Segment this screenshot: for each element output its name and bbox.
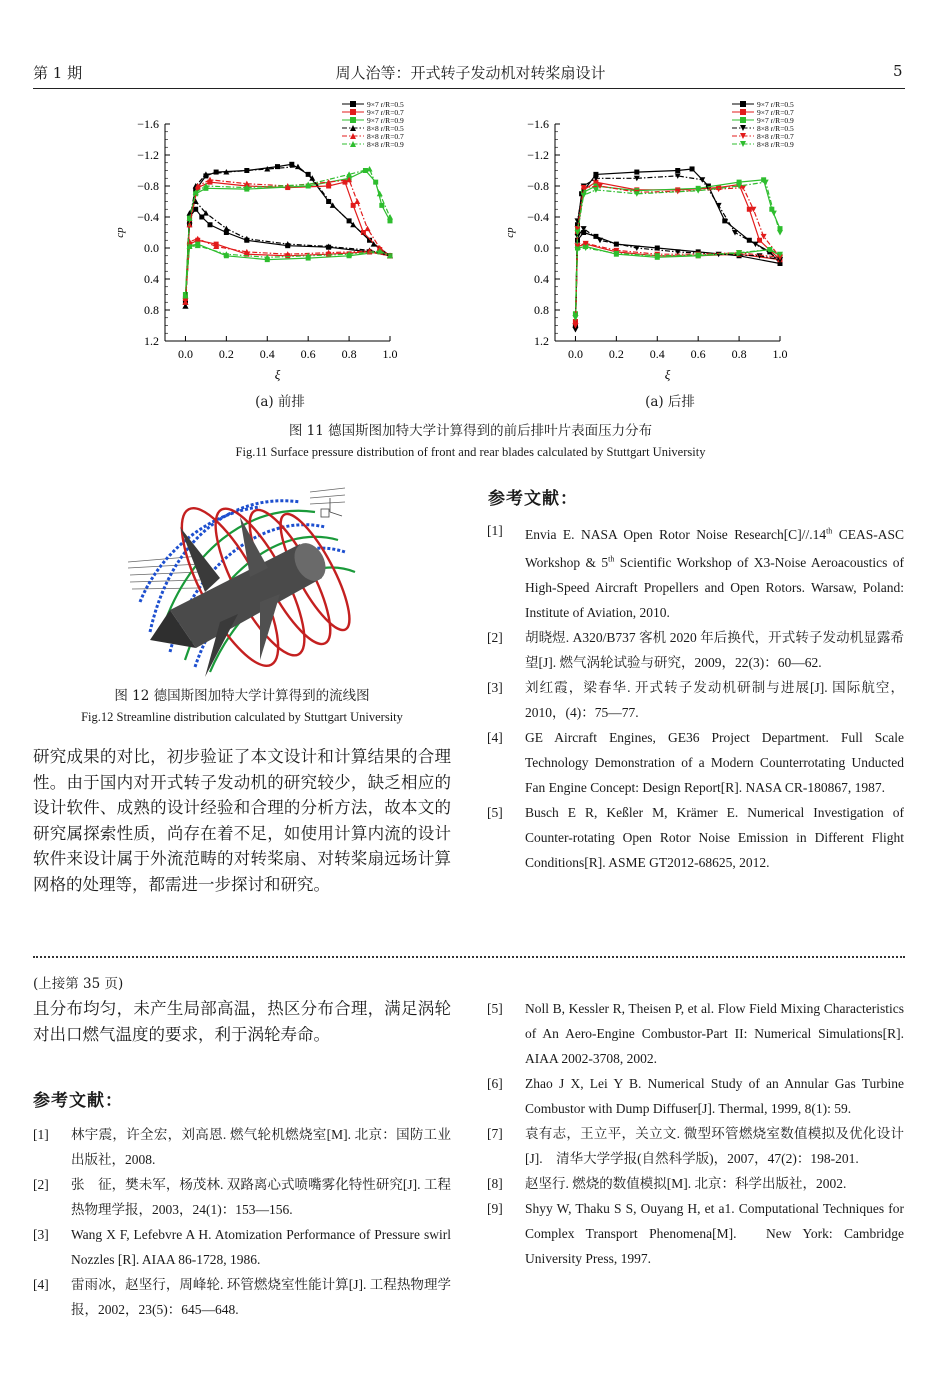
legend-marker	[350, 109, 356, 115]
reference-item: [4] GE Aircraft Engines, GE36 Project Department. Full Scale Technology Demonstration of a Modern Counterrotating Unducted Fan Engine Concept: Design Report[R]. NASA CR-180867, 1987.	[487, 730, 904, 795]
fig12-caption-cn: 图 12 德国斯图加特大学计算得到的流线图	[114, 688, 370, 704]
legend-label: 9×7 r/R=0.7	[367, 108, 404, 117]
data-point	[722, 218, 727, 223]
reference-item: [7] 袁有志，王立平，关立文. 微型环管燃烧室数值模拟及优化设计[J]. 清华大学学报(自然科学版)，2007，47(2)：198-201.	[487, 1126, 904, 1166]
data-point	[777, 230, 783, 236]
series-line	[576, 248, 781, 318]
y-tick-label: 1.2	[144, 334, 159, 348]
references-heading-bottom: 参考文献：	[33, 1091, 123, 1111]
references-list-bottom-right	[487, 996, 904, 1271]
series-line	[186, 240, 391, 298]
data-point	[716, 203, 722, 209]
y-tick-label: −1.6	[527, 117, 549, 131]
x-tick-label: 0.4	[259, 347, 275, 361]
legend-label: 8×8 r/R=0.7	[757, 132, 794, 141]
data-point	[771, 211, 777, 217]
legend-label: 8×8 r/R=0.5	[367, 124, 404, 133]
x-axis-label: ξ	[274, 367, 281, 382]
fig11b-caption: (a) 后排	[645, 394, 695, 410]
reference-item: [5] Busch E R, Keßler M, Krämer E. Numerical Investigation of Counter-rotating Open Rotor Noise Emission in Different Flight Conditions[R]. ASME GT2012-68625, 2012.	[487, 805, 904, 870]
y-tick-label: −1.6	[137, 117, 159, 131]
y-tick-label: −0.4	[137, 210, 159, 224]
data-point	[365, 226, 371, 232]
reference-item: [2] 张 征，樊未军，杨茂林. 双路离心式喷嘴雾化特性研究[J]. 工程热物理学报，2003，24(1)：153—156.	[33, 1177, 451, 1217]
y-tick-label: −0.4	[527, 210, 549, 224]
legend-label: 9×7 r/R=0.7	[757, 108, 794, 117]
x-tick-label: 0.6	[690, 347, 706, 361]
y-tick-label: 0.0	[144, 241, 159, 255]
x-axis-label: ξ	[664, 367, 671, 382]
y-tick-label: 0.8	[144, 303, 159, 317]
legend-marker	[350, 117, 356, 123]
legend-label: 9×7 r/R=0.5	[757, 100, 794, 109]
data-point	[208, 222, 213, 227]
x-tick-label: 0.6	[300, 347, 316, 361]
section-divider	[33, 956, 905, 958]
reference-item: [1] Envia E. NASA Open Rotor Noise Research[C]//.14th CEAS-ASC Workshop & 5th Scientific Workshop of X3-Noise Aeroacoustics of High-Speed Aircraft Propellers and Open Rotors. Warsaw, Poland: Institute of Aviation, 2010.	[487, 523, 905, 620]
y-axis-label: cp	[114, 227, 126, 238]
fig11-caption-en: Fig.11 Surface pressure distribution of front and rear blades calculated by Stuttgart University	[235, 445, 706, 459]
reference-item: [2] 胡晓煜. A320/B737 客机 2020 年后换代，开式转子发动机显露希望[J]. 燃气涡轮试验与研究，2009，22(3)：60—62.	[487, 630, 904, 670]
reference-item: [6] Zhao J X, Lei Y B. Numerical Study of an Annular Gas Turbine Combustor with Dump Diffuser[J]. Thermal, 1999, 8(1): 59.	[487, 1076, 904, 1116]
y-tick-label: −1.2	[137, 148, 159, 162]
series-line	[576, 229, 781, 330]
continuation-paragraph: 且分布均匀，未产生局部高温，热区分布合理，满足涡轮对出口燃气温度的要求，利于涡轮寿命。	[33, 999, 451, 1044]
fig11-caption-cn: 图 11 德国斯图加特大学计算得到的前后排叶片表面压力分布	[288, 423, 653, 439]
reference-item: [8] 赵坚行. 燃烧的数值模拟[M]. 北京：科学出版社，2002.	[487, 1176, 847, 1191]
legend-label: 9×7 r/R=0.9	[757, 116, 794, 125]
legend-marker	[740, 109, 746, 115]
legend-label: 8×8 r/R=0.9	[367, 140, 404, 149]
reference-item: [5] Noll B, Kessler R, Theisen P, et al. Flow Field Mixing Characteristics of An Aero-Engine Combustor-Part II: Numerical Simulations[R]. AIAA 2002-3708, 2002.	[487, 1001, 904, 1066]
data-point	[695, 188, 701, 194]
series-line	[186, 182, 391, 298]
data-point	[634, 170, 639, 175]
y-axis-label: cp	[504, 227, 516, 238]
header-rule	[33, 88, 905, 89]
reference-item: [9] Shyy W, Thaku S S, Ouyang H, et a1. Computational Techniques for Complex Transport Phenomena[M]. New York: Cambridge University Press, 1997.	[487, 1201, 904, 1266]
y-tick-label: 0.8	[534, 303, 549, 317]
data-point	[289, 162, 294, 167]
y-tick-label: −0.8	[527, 179, 549, 193]
x-tick-label: 0.4	[649, 347, 665, 361]
y-tick-label: −0.8	[137, 179, 159, 193]
series-line	[576, 247, 781, 314]
reference-item: [3] 刘红霞，梁春华. 开式转子发动机研制与进展[J]. 国际航空，2010，(4)：75—77.	[487, 680, 904, 720]
rotor-hub	[150, 517, 332, 677]
legend-label: 8×8 r/R=0.7	[367, 132, 404, 141]
legend-label: 8×8 r/R=0.9	[757, 140, 794, 149]
chart-rear-row	[490, 96, 830, 392]
issue-number: 第 1 期	[33, 64, 83, 82]
conclusion-paragraph: 研究成果的对比，初步验证了本文设计和计算结果的合理性。由于国内对开式转子发动机的研究较少，缺乏相应的设计软件、成熟的设计经验和合理的分析方法，故本文的研究属探索性质，尚存在着不足，如使用计算内流的设计软件来设计属于外流范畴的对转桨扇、对转桨扇远场计算网格的处理等，都需进一步探讨和研究。	[33, 747, 451, 894]
references-list-bottom-left	[33, 1122, 451, 1322]
running-title: 周人治等：开式转子发动机对转桨扇设计	[335, 64, 606, 82]
x-tick-label: 0.2	[218, 347, 234, 361]
reference-item: [3] Wang X F, Lefebvre A H. Atomization Performance of Pressure swirl Nozzles [R]. AIAA 86-1728, 1986.	[33, 1227, 451, 1267]
references-list-top	[487, 518, 904, 875]
reference-item: [1] 林宇震，许全宏，刘高恩. 燃气轮机燃烧室[M]. 北京：国防工业出版社，2008.	[33, 1127, 451, 1167]
x-tick-label: 0.8	[341, 347, 357, 361]
y-tick-label: 0.0	[534, 241, 549, 255]
axis-triad	[321, 498, 342, 517]
legend-label: 8×8 r/R=0.5	[757, 124, 794, 133]
legend-label: 9×7 r/R=0.5	[367, 100, 404, 109]
fig12-caption-en: Fig.12 Streamline distribution calculated by Stuttgart University	[81, 710, 403, 724]
data-point	[275, 164, 280, 169]
legend-marker	[740, 101, 746, 107]
data-point	[354, 199, 360, 205]
data-point	[675, 168, 680, 173]
x-tick-label: 0.2	[608, 347, 624, 361]
references-heading-top: 参考文献：	[488, 489, 578, 509]
data-point	[597, 238, 603, 244]
data-point	[193, 207, 198, 212]
series-line	[186, 180, 391, 302]
legend-label: 9×7 r/R=0.9	[367, 116, 404, 125]
y-tick-label: 1.2	[534, 334, 549, 348]
x-tick-label: 0.0	[567, 347, 583, 361]
chart-front-row	[100, 96, 440, 392]
continuation-note: (上接第 35 页)	[33, 976, 124, 992]
y-tick-label: 0.4	[534, 272, 549, 286]
x-tick-label: 1.0	[382, 347, 398, 361]
fig11a-caption: (a) 前排	[255, 394, 305, 410]
legend-marker	[350, 101, 356, 107]
data-point	[732, 230, 738, 236]
legend-marker	[740, 117, 746, 123]
data-point	[690, 166, 695, 171]
y-tick-label: 0.4	[144, 272, 159, 286]
y-tick-label: −1.2	[527, 148, 549, 162]
series-line	[576, 233, 781, 326]
page-number: 5	[893, 62, 903, 80]
x-tick-label: 0.0	[177, 347, 193, 361]
x-tick-label: 0.8	[731, 347, 747, 361]
data-point	[634, 246, 640, 252]
reference-item: [4] 雷雨冰，赵坚行，周峰轮. 环管燃烧室性能计算[J]. 工程热物理学报，2002，23(5)：645—648.	[33, 1277, 451, 1317]
x-tick-label: 1.0	[772, 347, 788, 361]
streamline-figure	[110, 482, 370, 680]
